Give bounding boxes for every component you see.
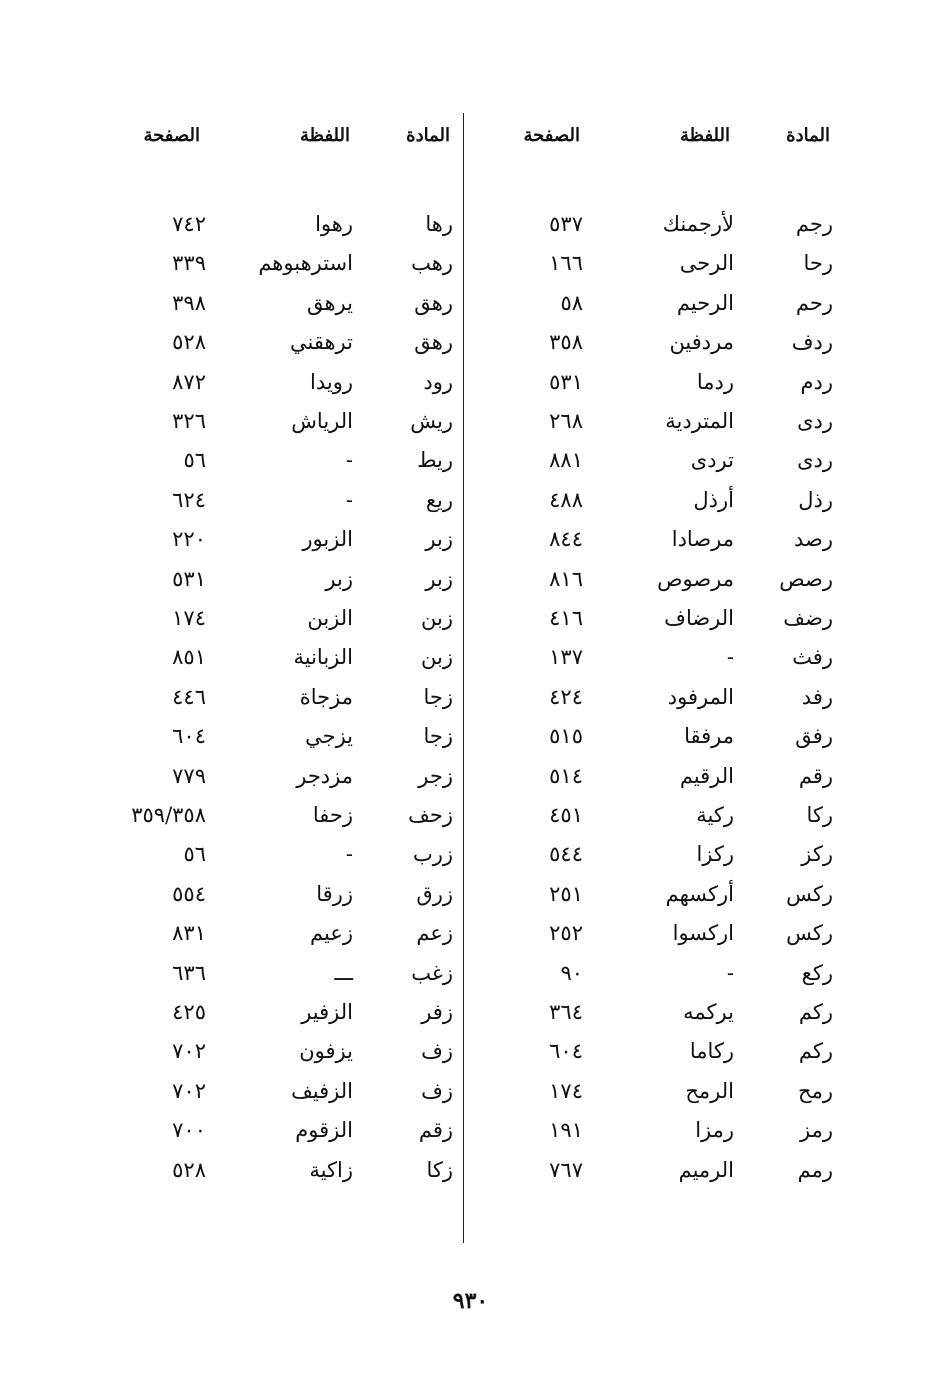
left-word-cell: -: [345, 448, 353, 472]
left-word-cell: الزقوم: [295, 1118, 353, 1142]
left-page-cell: ٥٦: [183, 448, 206, 472]
right-word-cell: الرمح: [685, 1079, 734, 1103]
left-page-cell: ٤٤٦: [172, 685, 206, 709]
left-root-cell: زجا: [423, 685, 453, 709]
left-root-cell: رود: [423, 370, 453, 394]
right-page-cell: ٥٣٧: [549, 212, 583, 236]
left-page-cell: ٧٤٢: [172, 212, 206, 236]
right-root-cell: ركس: [786, 882, 833, 906]
right-root-cell: رمم: [797, 1158, 833, 1182]
left-word-cell: استرهبوهم: [258, 251, 353, 275]
left-page-cell: ٧٧٩: [172, 764, 206, 788]
right-page-cell: ٢٦٨: [549, 409, 583, 433]
right-root-cell: رحم: [795, 291, 833, 315]
right-root-cell: ردم: [800, 370, 833, 394]
right-page-cell: ٧٦٧: [549, 1158, 583, 1182]
left-word-cell: رويدا: [310, 370, 353, 394]
right-page-cell: ٥١٥: [549, 724, 583, 748]
right-header-root: المادة: [786, 125, 830, 146]
right-root-cell: رصد: [794, 527, 833, 551]
right-root-cell: ردى: [797, 409, 833, 433]
right-root-cell: رصص: [779, 567, 833, 591]
left-root-cell: ريط: [417, 448, 453, 472]
right-page-cell: ٢٥٢: [549, 921, 583, 945]
left-page-cell: ٧٠٢: [172, 1079, 206, 1103]
left-page-cell: ٧٠٢: [172, 1039, 206, 1063]
left-root-cell: زكا: [426, 1158, 453, 1182]
left-page-cell: ٤٢٥: [172, 1000, 206, 1024]
left-page-cell: ٨٥١: [172, 645, 206, 669]
right-page-cell: ٩٠: [560, 961, 583, 985]
left-root-cell: زبر: [425, 567, 453, 591]
right-word-cell: الرحى: [679, 251, 734, 275]
right-word-cell: الرحيم: [676, 291, 734, 315]
left-word-cell: -: [345, 488, 353, 512]
right-root-cell: رفث: [792, 645, 833, 669]
column-divider: [463, 113, 464, 1243]
right-word-cell: المتردية: [665, 409, 734, 433]
right-word-cell: مرصادا: [671, 527, 734, 551]
right-page-cell: ١٦٦: [549, 251, 583, 275]
left-word-cell: زرقا: [316, 882, 353, 906]
right-root-cell: رمح: [798, 1079, 833, 1103]
right-word-cell: لأرجمنك: [662, 212, 734, 236]
right-page-cell: ٥٣١: [549, 370, 583, 394]
right-header-page: الصفحة: [523, 125, 580, 146]
right-root-cell: رذل: [798, 488, 833, 512]
left-root-cell: زف: [421, 1039, 453, 1063]
left-page-cell: ٨٣١: [172, 921, 206, 945]
left-root-cell: رهق: [414, 330, 453, 354]
right-root-cell: ركز: [801, 842, 833, 866]
left-page-cell: ٦٢٤: [172, 488, 206, 512]
right-page-cell: ٤٨٨: [549, 488, 583, 512]
left-page-cell: ٦٠٤: [172, 724, 206, 748]
left-root-cell: زبن: [421, 606, 453, 630]
left-word-cell: الزبور: [302, 527, 353, 551]
left-page-cell: ٥٣١: [172, 567, 206, 591]
left-header-root: المادة: [406, 125, 450, 146]
left-page-cell: ٥٢٨: [172, 1158, 206, 1182]
right-page-cell: ٨٨١: [549, 448, 583, 472]
right-page-cell: ٤١٦: [549, 606, 583, 630]
left-root-cell: ريع: [425, 488, 453, 512]
right-word-cell: ردما: [696, 370, 734, 394]
left-word-cell: زاكية: [309, 1158, 353, 1182]
left-root-cell: زحف: [408, 803, 453, 827]
left-word-cell: -: [345, 842, 353, 866]
right-word-cell: ركزا: [696, 842, 734, 866]
left-root-cell: زف: [421, 1079, 453, 1103]
left-header-word: اللفظة: [300, 125, 350, 146]
right-word-cell: الرضاف: [664, 606, 734, 630]
right-word-cell: المرفود: [667, 685, 734, 709]
right-page-cell: ٥١٤: [549, 764, 583, 788]
right-word-cell: ركاما: [689, 1039, 734, 1063]
right-page-cell: ٦٠٤: [549, 1039, 583, 1063]
left-page-cell: ٥٥٤: [172, 882, 206, 906]
left-root-cell: زجر: [418, 764, 453, 788]
left-root-cell: زبر: [425, 527, 453, 551]
right-root-cell: ركا: [806, 803, 833, 827]
right-word-cell: مرفقا: [684, 724, 734, 748]
right-word-cell: أرذل: [693, 488, 734, 512]
right-word-cell: الرقيم: [679, 764, 734, 788]
left-word-cell: زعيم: [310, 921, 353, 945]
right-page-cell: ١٧٤: [549, 1079, 583, 1103]
right-word-cell: مرصوص: [657, 567, 734, 591]
right-word-cell: مردفين: [669, 330, 734, 354]
left-page-cell: ٣٣٩: [172, 251, 206, 275]
right-page-cell: ٤٢٤: [549, 685, 583, 709]
right-root-cell: رمز: [800, 1118, 833, 1142]
left-page-cell: ٣٩٨: [172, 291, 206, 315]
left-root-cell: زرق: [416, 882, 453, 906]
left-word-cell: ترهقني: [290, 330, 353, 354]
left-root-cell: زبن: [421, 645, 453, 669]
right-root-cell: ركم: [798, 1039, 833, 1063]
right-word-cell: ركية: [696, 803, 734, 827]
right-word-cell: يركمه: [683, 1000, 734, 1024]
right-root-cell: رفق: [795, 724, 833, 748]
right-page-cell: ٣٥٨: [549, 330, 583, 354]
right-page-cell: ٥٨: [560, 291, 583, 315]
right-word-cell: تردى: [690, 448, 734, 472]
left-page-cell: ٣٢٦: [172, 409, 206, 433]
left-word-cell: يزفون: [299, 1039, 353, 1063]
right-page-cell: ٨٤٤: [549, 527, 583, 551]
right-page-cell: ٥٤٤: [549, 842, 583, 866]
right-word-cell: الرميم: [678, 1158, 734, 1182]
left-page-cell: ٢٢٠: [172, 527, 206, 551]
left-root-cell: زقم: [418, 1118, 453, 1142]
right-root-cell: ركم: [798, 1000, 833, 1024]
right-root-cell: ركس: [786, 921, 833, 945]
left-root-cell: رهق: [414, 291, 453, 315]
right-root-cell: رقم: [798, 764, 833, 788]
left-root-cell: ريش: [410, 409, 453, 433]
right-root-cell: ركع: [801, 961, 833, 985]
left-page-cell: ٥٢٨: [172, 330, 206, 354]
left-page-cell: ٥٦: [183, 842, 206, 866]
left-page-cell: ٣٥٩/٣٥٨: [131, 803, 206, 827]
right-page-cell: ٣٦٤: [549, 1000, 583, 1024]
left-page-cell: ١٧٤: [172, 606, 206, 630]
left-word-cell: الزفيف: [291, 1079, 353, 1103]
right-word-cell: اركسوا: [672, 921, 734, 945]
right-root-cell: رضف: [783, 606, 833, 630]
left-word-cell: زحفا: [312, 803, 353, 827]
left-word-cell: الزبانية: [293, 645, 353, 669]
left-word-cell: مزجاة: [299, 685, 353, 709]
left-page-cell: ٨٧٢: [172, 370, 206, 394]
left-root-cell: زرب: [412, 842, 453, 866]
right-page-cell: ١٣٧: [549, 645, 583, 669]
left-word-cell: زبر: [325, 567, 353, 591]
left-page-cell: ٧٠٠: [172, 1118, 206, 1142]
right-page-cell: ١٩١: [549, 1118, 583, 1142]
right-root-cell: ردى: [797, 448, 833, 472]
left-root-cell: زجا: [423, 724, 453, 748]
right-header-word: اللفظة: [680, 125, 730, 146]
right-word-cell: -: [726, 961, 734, 985]
left-header-page: الصفحة: [143, 125, 200, 146]
right-page-cell: ٨١٦: [549, 567, 583, 591]
left-word-cell: يرهق: [306, 291, 353, 315]
left-root-cell: رها: [425, 212, 453, 236]
left-word-cell: الرياش: [291, 409, 353, 433]
right-root-cell: رحا: [803, 251, 833, 275]
left-word-cell: الزبن: [307, 606, 353, 630]
left-root-cell: زفر: [421, 1000, 453, 1024]
left-word-cell: رهوا: [315, 212, 353, 236]
left-word-cell: ـــ: [334, 961, 353, 985]
right-word-cell: رمزا: [695, 1118, 734, 1142]
right-word-cell: -: [726, 645, 734, 669]
right-root-cell: رجم: [795, 212, 833, 236]
right-page-cell: ٢٥١: [549, 882, 583, 906]
left-word-cell: الزفير: [301, 1000, 353, 1024]
page-number: ٩٣٠: [452, 1288, 489, 1314]
left-word-cell: مزدجر: [296, 764, 353, 788]
left-page-cell: ٦٣٦: [172, 961, 206, 985]
right-root-cell: رفد: [801, 685, 833, 709]
right-root-cell: ردف: [791, 330, 833, 354]
right-page-cell: ٤٥١: [549, 803, 583, 827]
left-word-cell: يزجي: [305, 724, 353, 748]
left-root-cell: رهب: [411, 251, 453, 275]
right-word-cell: أركسهم: [665, 882, 734, 906]
left-root-cell: زعم: [416, 921, 453, 945]
left-root-cell: زغب: [411, 961, 453, 985]
